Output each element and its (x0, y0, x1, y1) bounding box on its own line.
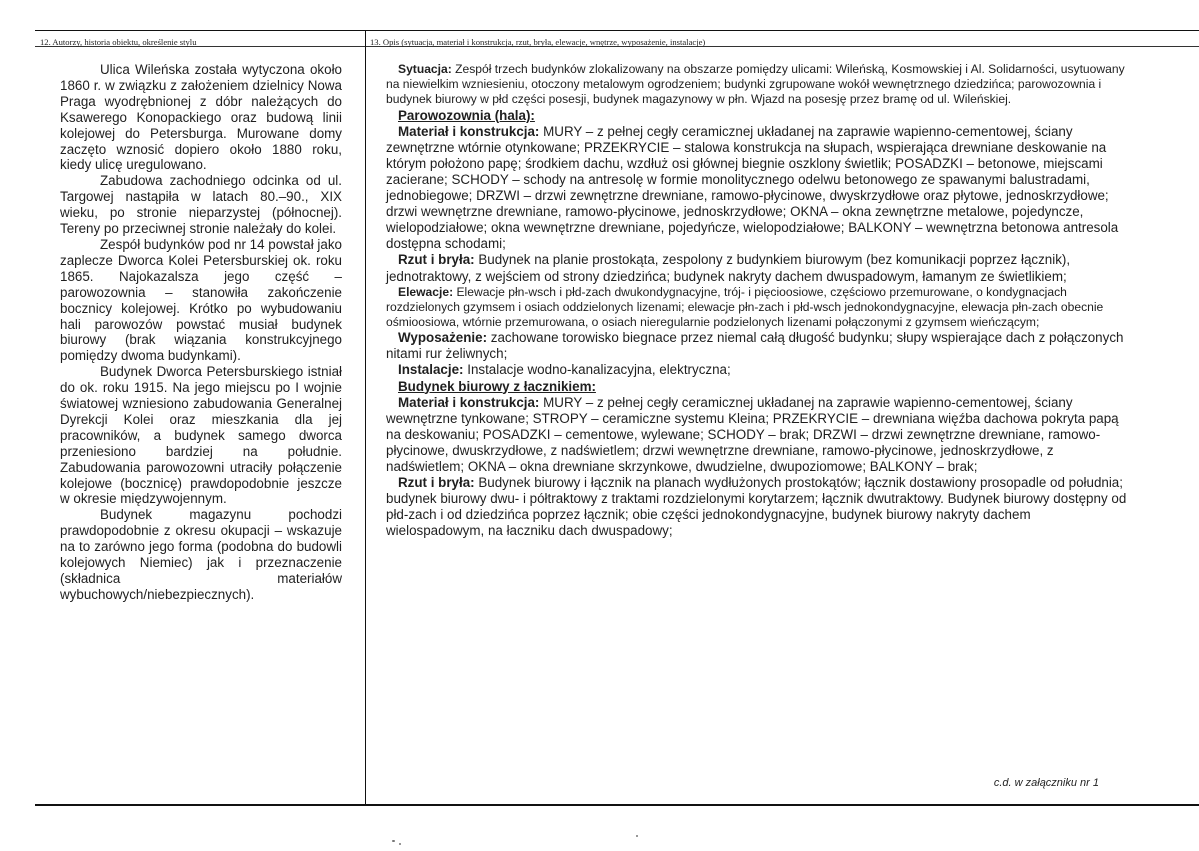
description-header: 13. Opis (sytuacja, materiał i konstrukcja, rzut, bryła, elewacje, wnętrze, wyposażenie, instalacje) (370, 37, 706, 47)
history-paragraph-3: Zespół budynków pod nr 14 powstał jako zaplecze Dworca Kolei Petersburskiej ok. roku 1865. Najokazalsza jego część – parowozownia – stanowiła zakończenie bocznicy kolejowej. Krótko po wybudowaniu hali parowozów powstać musiał budynek biurowy (brak wiązania konstrukcyjnego pomiędzy dwoma budynkami). (60, 236, 342, 364)
history-paragraph-1: Ulica Wileńska została wytyczona około 1860 r. w związku z założeniem dzielnicy Nowa Praga wyodrębnionej z dóbr należących do Ksawerego Konopackiego oraz budową linii kolejowej do Petersburga. Murowane domy zaczęto wznosić dopiero około 1880 roku, kiedy ulicę uregulowano. (60, 62, 342, 173)
sytuacja-paragraph (386, 62, 1131, 108)
material-label: Materiał i konstrukcja: (398, 123, 540, 139)
elewacje-text: Elewacje płn-wsch i płd-zach dwukondygnacyjne, trój- i pięcioosiowe, częściowo przemurowane, o kondygnacjach rozdzielonych gzymsem i osiach oddzielonych lizenami; elewacje płn-zach i płd-wsch jednokondygnacyjne, elewacja płn-zach obecnie ośmioosiowa, wtórnie przemurowana, o osiach nieregularnie podzielonych lizenami połączonymi z gzymsem wieńczącym; (386, 284, 1104, 330)
material-label: Materiał i konstrukcja: (398, 394, 540, 410)
biurowy-rzut-paragraph (386, 475, 1131, 539)
instalacje-label: Instalacje: (398, 362, 464, 378)
history-header: 12. Autorzy, historia obiektu, określenie stylu (40, 37, 197, 47)
history-paragraph-4: Budynek Dworca Petersburskiego istniał do ok. roku 1915. Na jego miejscu po I wojnie światowej wzniesiono zabudowania Generalnej Dyrekcji Kolei oraz mieszkania dla jej pracowników, a budynek samego dworca przeniesiono bardziej na południe. Zabudowania parowozowni utraciły połączenie kolejowe (bocznicę) prawdopodobnie jeszcze w okresie międzywojennym. (60, 364, 342, 507)
parowozownia-wyposazenie-paragraph (386, 330, 1131, 362)
wyposazenie-text: zachowane torowisko biegnace przez niemal całą długość budynku; słupy wspierające dach z połączonych nitami rur żeliwnych; (386, 330, 1124, 362)
history-paragraph-5: Budynek magazynu pochodzi prawdopodobnie z okresu okupacji – wskazuje na to zarówno jego forma (podobna do budowli kolejowych Niemiec) jak i przeznaczenie (składnica materiałów wybuchowych/niebezpiecznych). (60, 507, 342, 602)
material-text: MURY – z pełnej cegły ceramicznej układanej na zaprawie wapienno-cementowej, ściany zewnętrzne wtórnie otynkowane; PRZEKRYCIE – stalowa konstrukcja na słupach, wspierająca drewniane deskowanie na którym położono papę; środkiem dachu, wzdłuż osi głównej biegnie oszklony świetlik; POSADZKI – betonowe, miejscami zacierane; SCHODY – schody na antresolę w formie monolitycznego odelwu betonowego ze spawanymi balustradami, jednobiegowe; DRZWI – drzwi zewnętrzne drewniane, ramowo-płycinowe, dwyskrzydłowe oraz płytowe, jednoskrzydłowe; drzwi wewnętrzne drewniane, ramowo-płycinowe, jednoskrzydłowe; OKNA – okna zewnętrzne metalowe, pojedyncze, wielopodziałowe; okna wewnętrzne drewniane, pojedyńcze, wielopodziałowe; BALKONY – wewnętrzna betonowa antresola dostępna schodami; (386, 123, 1119, 252)
rzut-text: Budynek biurowy i łącznik na planach wydłużonych prostokątów; łącznik dostawiony prosopadle od południa; budynek biurowy dwu- i półtraktowy z traktami rozdzielonymi korytarzem; łącznik dwutraktowy. Budynek biurowy dostępny od płd-zach i od dziedzińca poprzez łącznik; obie części jednokondygnacyjne, budynek biurowy nakryty dachem wielospadowym, na łaczniku dach dwuspadowy; (386, 475, 1127, 539)
rzut-text: Budynek na planie prostokąta, zespolony z budynkiem biurowym (bez komunikacji poprzez łącznik), jednotraktowy, z wejściem od strony dziedzińca; budynek nakryty dachem dwuspadowym, łamanym ze świetlikiem; (386, 252, 1071, 284)
rzut-label: Rzut i bryła: (398, 475, 475, 491)
wyposazenie-label: Wyposażenie: (398, 330, 488, 346)
scan-speck (636, 835, 638, 837)
material-text: MURY – z pełnej cegły ceramicznej układanej na zaprawie wapienno-cementowej, ściany wewnętrzne tynkowane; STROPY – ceramiczne systemu Kleina; PRZEKRYCIE – drewniana więźba dachowa pokryta papą na deskowaniu; POSADZKI – cementowe, wylewane; SCHODY – brak; DRZWI – drzwi zewnętrzne drewniane, ramowo-płycinowe, dwuskrzydłowe, z nadświetlem; drzwi wewnętrzne drewniane, ramowo-płycinowe, jednoskrzydłowe, z nadświetlem; OKNA – okna drewniane skrzynkowe, dwudzielne, dwupoziomowe; BALKONY – brak; (386, 394, 1119, 474)
section-title-budynek-biurowy: Budynek biurowy z łacznikiem: (398, 378, 596, 394)
top-rule (35, 30, 1199, 31)
instalacje-text: Instalacje wodno-kanalizacyjna, elektryczna; (463, 362, 731, 378)
elewacje-label: Elewacje: (398, 284, 454, 299)
column-divider (365, 30, 366, 805)
biurowy-material-paragraph (386, 395, 1131, 475)
history-paragraph-2: Zabudowa zachodniego odcinka od ul. Targowej nastąpiła w latach 80.–90., XIX wieku, po stronie nieparzystej (północnej). Tereny po przeciwnej stronie należały do kolei. (60, 173, 342, 237)
scan-speck (399, 843, 401, 845)
sytuacja-text: Zespół trzech budynków zlokalizowany na obszarze pomiędzy ulicami: Wileńską, Kosmowskiej i Al. Solidarności, usytuowany na niewielkim wzniesieniu, otoczony metalowym ogrodzeniem; budynki zgrupowane wokół wewnętrznego dziedzińca; parowozownia i budynek biurowy w płd części posesji, budynek magazynowy w płn. Wjazd na posesję przez bramę od ul. Wileńskiej. (386, 62, 1125, 107)
history-column (60, 62, 342, 603)
sytuacja-label: Sytuacja: (398, 62, 452, 76)
parowozownia-instalacje-paragraph (386, 362, 1131, 378)
rzut-label: Rzut i bryła: (398, 252, 475, 268)
description-column (386, 62, 1131, 539)
parowozownia-elewacje-paragraph (386, 285, 1131, 331)
continuation-note: c.d. w załączniku nr 1 (993, 777, 1099, 789)
section-title-parowozownia: Parowozownia (hala): (398, 107, 535, 123)
scan-speck (392, 840, 395, 842)
bottom-rule (35, 804, 1199, 806)
parowozownia-rzut-paragraph (386, 252, 1131, 284)
parowozownia-material-paragraph (386, 124, 1131, 253)
